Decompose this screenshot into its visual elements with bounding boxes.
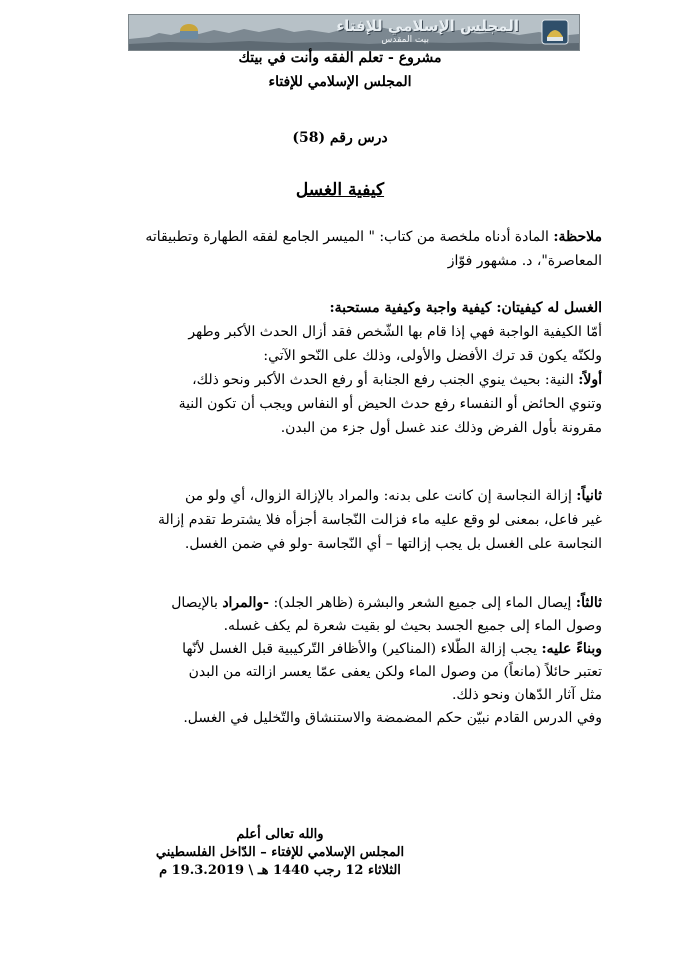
first-line: مقرونة بأول الفرض وذلك عند غسل أول جزء من البدن. xyxy=(280,420,602,436)
first-label: أولاً: xyxy=(578,372,602,388)
second-line: غير فاعل، بمعنى لو وقع عليه ماء فزالت النّجاسة أجزأه فلا يشترط تقدم إزالة xyxy=(157,512,602,528)
footer-signature xyxy=(110,826,450,880)
note-label: ملاحظة: xyxy=(553,229,602,245)
third-point xyxy=(62,592,602,730)
third-line: وصول الماء إلى جميع الجسد بحيث لو بقيت شعرة لم يكف غسله. xyxy=(223,618,602,634)
third-label: ثالثاً: xyxy=(575,595,602,611)
third-bold: -والمراد xyxy=(222,595,269,611)
intro-line: ولكنّه يكون قد ترك الأفضل والأولى، وذلك على النّحو الآتي: xyxy=(263,348,602,364)
project-title: مشروع - تعلم الفقه وأنت في بيتك xyxy=(238,50,442,66)
second-line: إزالة النجاسة إن كانت على بدنه: والمراد بالإزالة الزوال، أي ولو من xyxy=(184,488,572,504)
intro-heading: الغسل له كيفيتان: كيفية واجبة وكيفية مستحبة: xyxy=(329,300,602,316)
intro-line: أمّا الكيفية الواجبة فهي إذا قام بها الشّخص فقد أزال الحدث الأكبر وطهر xyxy=(188,324,602,340)
council-logo-icon xyxy=(541,19,569,45)
first-line: وتنوي الحائض أو النفساء رفع حدث الحيض أو النفاس ويجب أن تكون النية xyxy=(178,396,602,412)
fourth-line: مثل آثار الدّهان ونحو ذلك. xyxy=(451,687,602,703)
intro-paragraph xyxy=(62,296,602,368)
banner-subtitle: بيت المقدس xyxy=(381,35,429,45)
note-line: المادة أدناه ملخصة من كتاب: " الميسر الجامع لفقه الطهارة وتطبيقاته xyxy=(145,229,549,245)
lesson-title: كيفية الغسل xyxy=(295,180,385,200)
note-paragraph xyxy=(62,225,602,273)
lesson-number: درس رقم (58) xyxy=(292,130,388,146)
fourth-label: وبناءً عليه: xyxy=(541,641,602,657)
fourth-line: يجب إزالة الطّلاء (المناكير) والأظافر التّركيبية قبل الغسل لأنّها xyxy=(182,641,538,657)
first-point xyxy=(62,368,602,440)
second-point xyxy=(62,484,602,556)
footer-council: المجلس الإسلامي للإفتاء – الدّاخل الفلسطيني xyxy=(155,845,405,860)
third-line: إيصال الماء إلى جميع الشعر والبشرة (ظاهر الجلد): xyxy=(273,595,572,611)
header-banner xyxy=(128,14,580,51)
third-line-end: بالإيصال xyxy=(171,595,218,611)
fourth-line: تعتبر حائلاً (مانعاً) من وصول الماء ولكن يعفى عمّا يعسر ازالته من البدن xyxy=(188,664,602,680)
note-line: المعاصرة"، د. مشهور فوّاز xyxy=(447,253,602,269)
banner-title: المجلس الإسلامي للإفتاء xyxy=(336,17,519,35)
footer-date: الثلاثاء 12 رجب 1440 هـ \ 19.3.2019 م xyxy=(159,863,401,878)
second-line: النجاسة على الغسل بل يجب إزالتها – أي النّجاسة -ولو في ضمن الغسل. xyxy=(184,536,602,552)
footer-closing: والله تعالى أعلم xyxy=(236,827,324,842)
second-label: ثانياً: xyxy=(576,488,602,504)
first-line: النية: بحيث ينوي الجنب رفع الجنابة أو رفع الحدث الأكبر ونحو ذلك، xyxy=(192,372,574,388)
closing-note: وفي الدرس القادم نبيّن حكم المضمضة والاستنشاق والتّخليل في الغسل. xyxy=(183,710,602,726)
council-title: المجلس الإسلامي للإفتاء xyxy=(268,74,412,90)
